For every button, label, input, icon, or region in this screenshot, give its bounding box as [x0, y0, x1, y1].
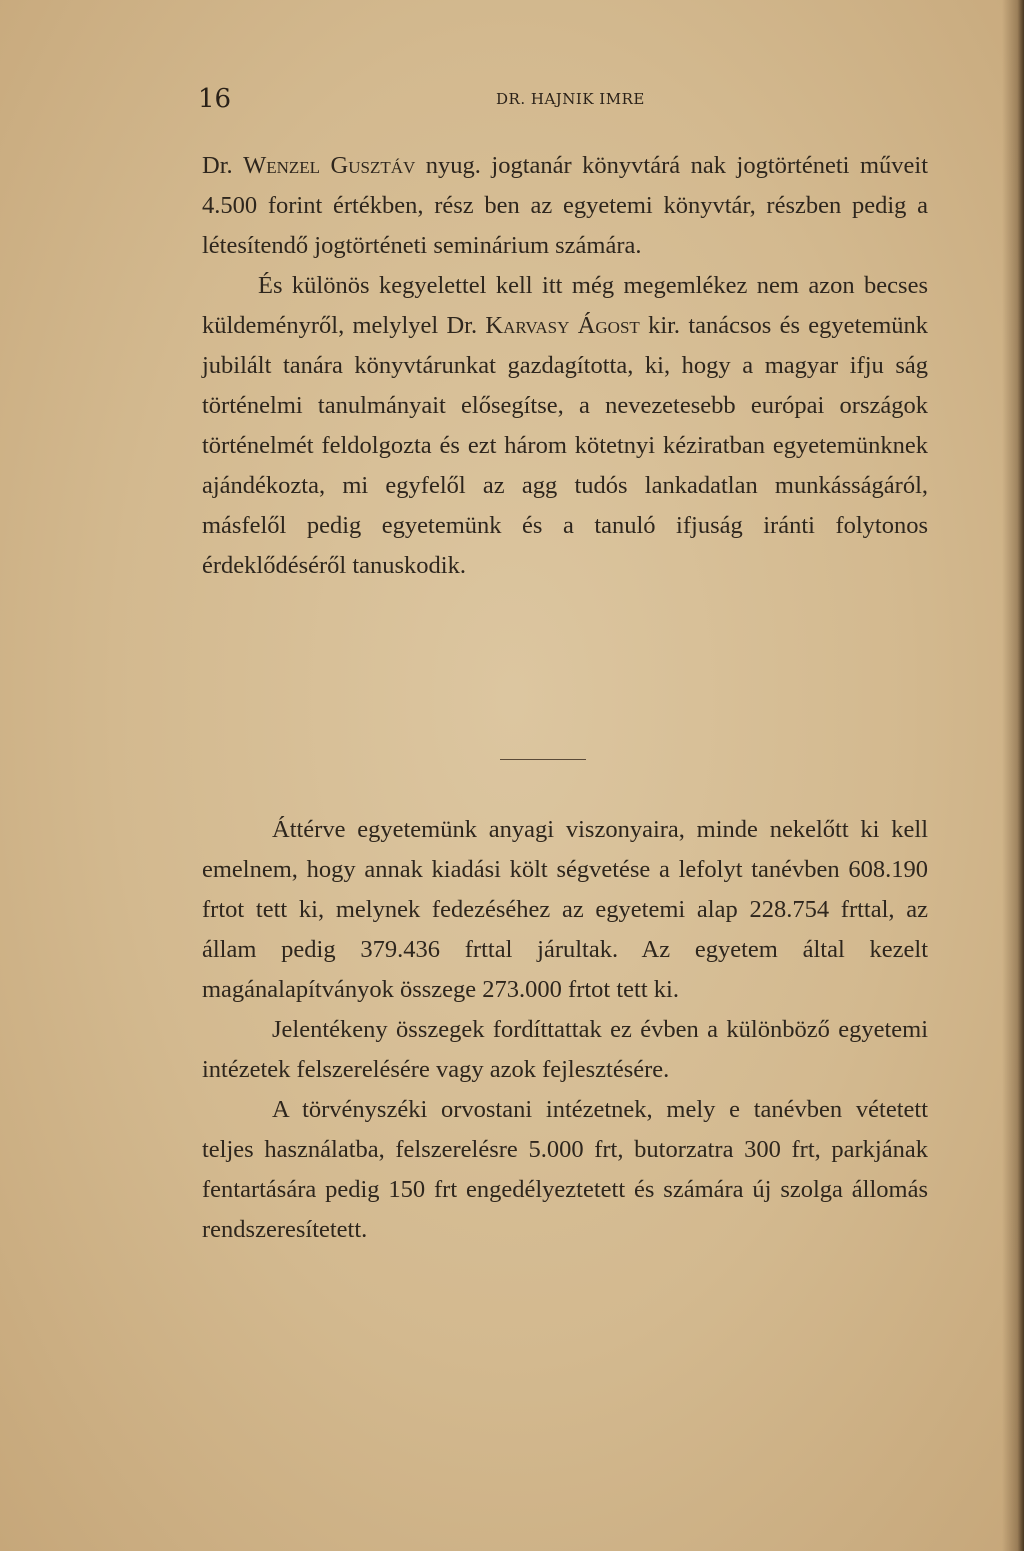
line: melynek fedezéséhez az egyetemi alap 228.754 frttal,	[335, 896, 907, 923]
paragraph-karvasy	[202, 266, 928, 586]
line: pedig 150 frt engedélyeztetett és számára új szolga	[325, 1176, 852, 1203]
line: A törvényszéki orvostani intézetnek, mely e	[272, 1096, 754, 1123]
body-text-top	[202, 146, 928, 586]
line: ségvetése a lefolyt tanévben 608.190 frtot tett ki,	[202, 856, 928, 923]
body-text-bottom	[202, 810, 928, 1250]
line: És különös kegyelettel kell itt még megemlékez	[258, 272, 748, 299]
line: Áttérve egyetemünk anyagi viszonyaira, minde	[272, 816, 758, 843]
line: könyvtárunkat gazdagította, ki, hogy a magyar ifju	[354, 352, 884, 379]
line: Ágost kir. tanácsos és egyetemünk jubilált tanára	[202, 312, 929, 379]
line: ben az egyetemi könyvtár, részben pedig a létesítendő	[202, 192, 928, 259]
section-divider	[500, 759, 586, 760]
line: nem azon becses küldeményről, melylyel Dr. Karvasy	[202, 272, 928, 339]
line: Dr. Wenzel Gusztáv nyug. jogtanár könyvtárá	[202, 152, 681, 179]
line: jogtörténeti seminárium számára.	[314, 232, 642, 259]
line: európai országok történelmét feldolgozta és ezt három	[202, 392, 928, 459]
line: az állam pedig 379.436 frttal járultak. Az egyetem	[202, 896, 928, 963]
page-header	[198, 84, 928, 114]
line: egyfelől az agg tudós lankadatlan munkásságáról,	[385, 472, 928, 499]
line: különböző egyetemi intézetek felszerelésére vagy	[202, 1016, 929, 1083]
paragraph-wenzel	[202, 146, 928, 266]
paragraph-institutes	[202, 1010, 928, 1090]
running-head: DR. HAJNIK IMRE	[496, 90, 645, 108]
line: kötetnyi kéziratban egyetemünknek ajándékozta, mi	[202, 432, 928, 499]
line: Jelentékeny összegek fordíttattak ez évben a	[272, 1016, 727, 1043]
line: azok fejlesztésére.	[489, 1056, 670, 1083]
page-number: 16	[198, 84, 232, 114]
line: tett ki.	[616, 976, 679, 1003]
line: nak jogtörténeti műveit 4.500 forint értékben, rész	[202, 152, 929, 219]
line: másfelől pedig egyetemünk és a tanuló ifjuság iránti	[202, 512, 836, 539]
paragraph-forensic-institute	[202, 1090, 928, 1250]
line: folytonos érdeklődéséről tanuskodik.	[202, 512, 928, 579]
line: ság történelmi tanulmányait elősegítse, a nevezetesebb	[202, 352, 929, 419]
line: nekelőtt ki kell emelnem, hogy annak kiadási költ	[202, 816, 928, 883]
line: által kezelt magánalapítványok összege 273.000 frtot	[202, 936, 928, 1003]
line: állomás rendszeresítetett.	[202, 1176, 928, 1243]
paragraph-finances	[202, 810, 928, 1010]
line: tanévben vétetett teljes használatba, felszerelésre	[202, 1096, 929, 1163]
line: 5.000 frt, butorzatra 300 frt, parkjának fentartására	[202, 1136, 928, 1203]
page-edge-shadow	[1002, 0, 1024, 1551]
